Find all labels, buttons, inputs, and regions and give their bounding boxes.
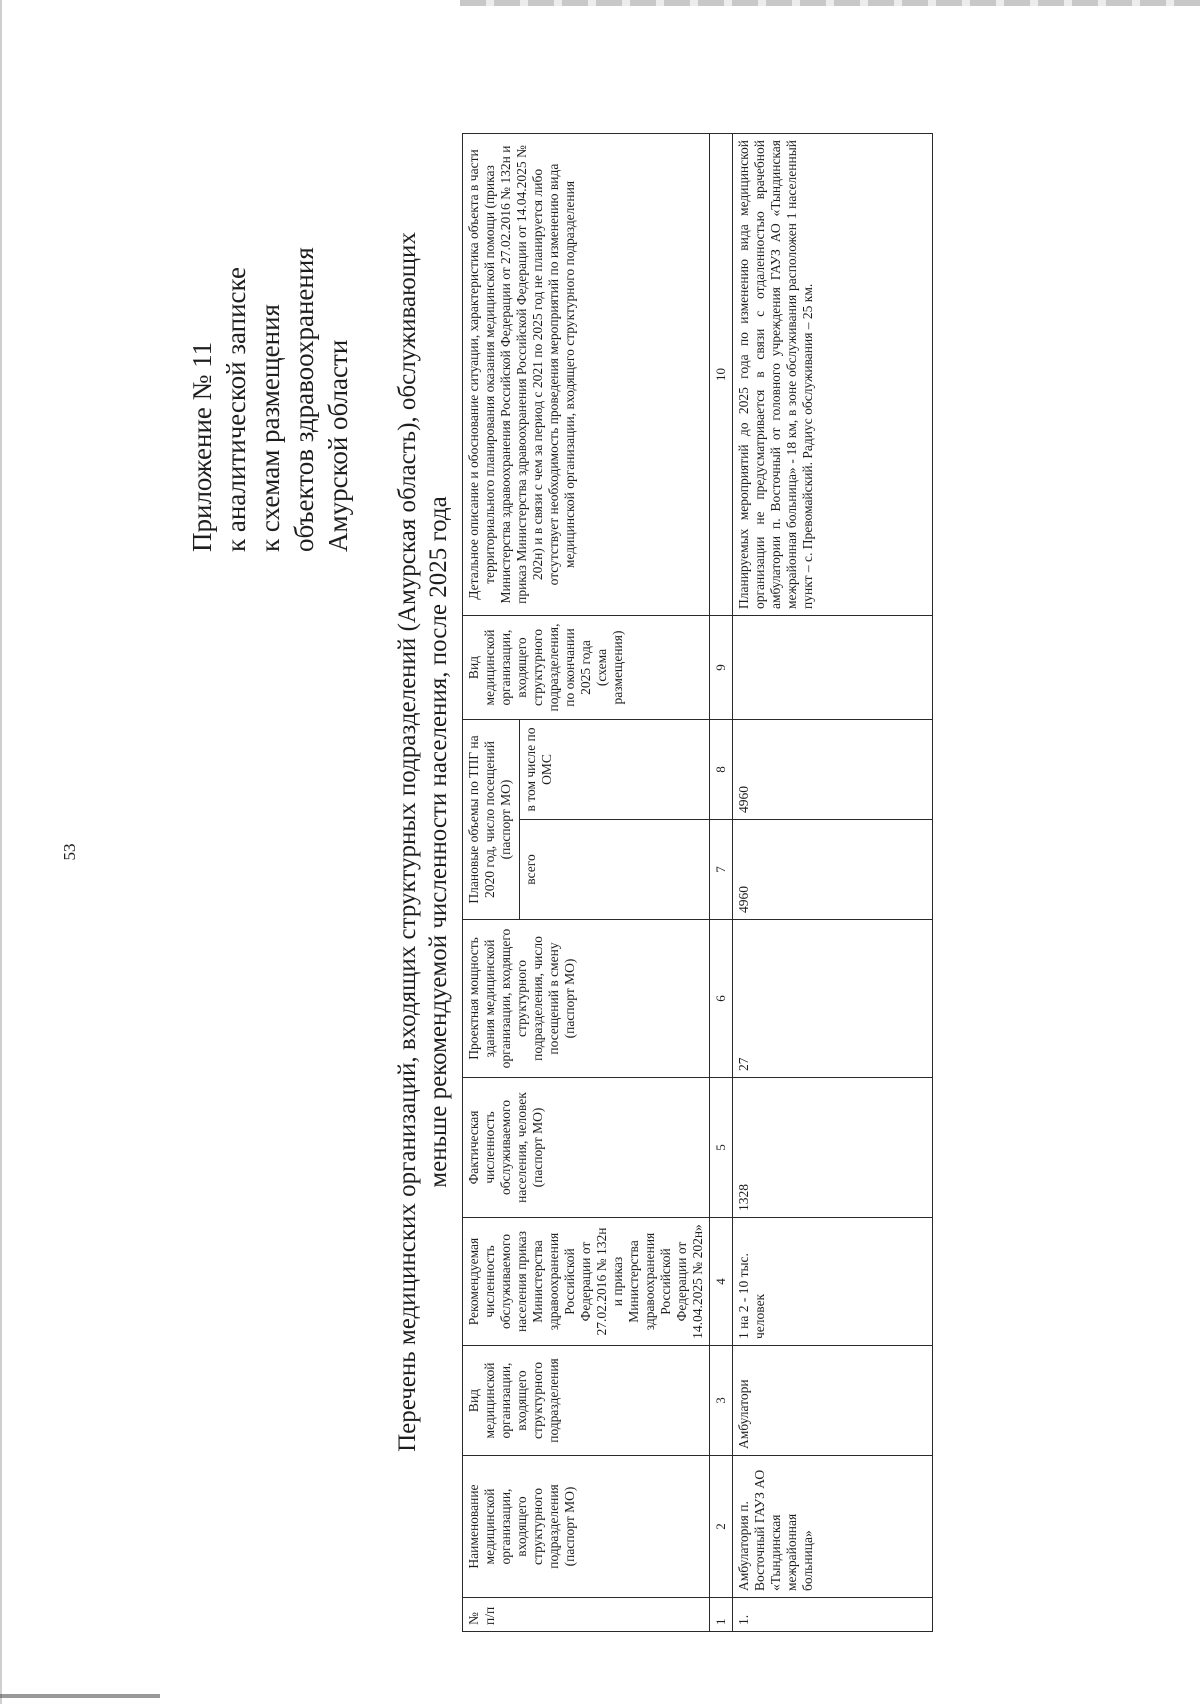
column-number: 2 xyxy=(710,1456,733,1598)
column-number: 4 xyxy=(710,1218,733,1346)
header-design-capacity: Проектная мощность здания медицинской организации, входящего структурного подразделения, число посещений в смену (паспорт МО) xyxy=(463,920,710,1078)
header-volumes-total: всего xyxy=(520,820,710,920)
row-actual-population: 1328 xyxy=(733,1078,933,1218)
header-recommended-population: Рекомендуемая численность обслуживаемого населения приказ Министерства здравоохранения Российской Федерации от 27.02.2016 № 132н и приказ Министерства здравоохранения Российской Федерации от 14.04.2025 № 202н» xyxy=(463,1218,710,1346)
column-number-row xyxy=(710,134,733,1632)
appendix-line-4: объектов здравоохранения xyxy=(289,247,319,552)
header-actual-population: Фактическая численность обслуживаемого населения, человек (паспорт МО) xyxy=(463,1078,710,1218)
row-kind-after-2025 xyxy=(733,616,933,720)
title-line-2: меньше рекомендуемой численности населения, после 2025 года xyxy=(425,496,452,1188)
header-number: № п/п xyxy=(463,1598,710,1632)
title-line-1: Перечень медицинских организаций, входящих структурных подразделений (Амурская область), обслуживающих xyxy=(394,232,421,1452)
row-volumes-total: 4960 xyxy=(733,820,933,920)
rotated-sheet xyxy=(30,22,1170,1682)
scan-artifact-left xyxy=(0,0,2,1704)
appendix-note xyxy=(185,72,355,552)
row-description: Планируемых мероприятий до 2025 года по изменению вида медицинской организации не предусматривается в связи с отдаленностью врачебной амбулатории п. Восточный от головного учреждения ГАУЗ АО «Тындинская межрайонная больница» - 18 км, в зоне обслуживания расположен 1 населенный пункт – с. Превомайский. Радиус обслуживания – 25 км. xyxy=(733,134,933,616)
page-number: 53 xyxy=(60,843,79,861)
column-number: 3 xyxy=(710,1346,733,1456)
table-header-row xyxy=(463,134,520,1632)
appendix-line-2: к аналитической записке xyxy=(221,267,251,552)
row-volumes-oms: 4960 xyxy=(733,720,933,820)
appendix-line-1: Приложение № 11 xyxy=(187,341,217,552)
column-number: 7 xyxy=(710,820,733,920)
row-design-capacity: 27 xyxy=(733,920,933,1078)
appendix-line-3: к схемам размещения xyxy=(255,304,285,552)
column-number: 6 xyxy=(710,920,733,1078)
header-volumes-oms: в том числе по ОМС xyxy=(520,720,710,820)
scan-artifact-bottom xyxy=(0,1694,160,1698)
document-title xyxy=(392,42,454,1642)
row-organization-name: Амбулатория п. Восточный ГАУЗ АО «Тындинская межрайонная больница» xyxy=(733,1456,933,1598)
column-number: 9 xyxy=(710,616,733,720)
facilities-table xyxy=(462,133,933,1632)
scan-artifact-top xyxy=(460,0,1200,6)
column-number: 8 xyxy=(710,720,733,820)
row-number: 1. xyxy=(733,1598,933,1632)
table-row xyxy=(733,134,933,1632)
header-kind-after-2025: Вид медицинской организации, входящего структурного подразделения, по окончании 2025 года (схема размещения) xyxy=(463,616,710,720)
header-description: Детальное описание и обоснование ситуации, характеристика объекта в части территориального планирования оказания медицинской помощи (приказ Министерства здравоохранения Российской Федерации от 27.02.2016 № 132н и приказ Министерства здравоохранения Российской Федерации от 14.04.2025 № 202н) и в связи с чем за период с 2021 по 2025 год не планируется либо отсутствует необходимость проведения мероприятий по изменению вида медицинской организации, входящего структурного подразделения xyxy=(463,134,710,616)
header-organization-name: Наименование медицинской организации, входящего структурного подразделения (паспорт МО) xyxy=(463,1456,710,1598)
appendix-line-5: Амурской области xyxy=(323,339,353,552)
column-number: 1 xyxy=(710,1598,733,1632)
facilities-table-wrapper xyxy=(462,133,933,1632)
header-organization-kind: Вид медицинской организации, входящего структурного подразделения xyxy=(463,1346,710,1456)
row-recommended-population: 1 на 2 - 10 тыс. человек xyxy=(733,1218,933,1346)
column-number: 5 xyxy=(710,1078,733,1218)
row-organization-kind: Амбулатори xyxy=(733,1346,933,1456)
header-planned-volumes: Плановые объемы по ТПГ на 2020 год, число посещений (паспорт МО) xyxy=(463,720,520,920)
column-number: 10 xyxy=(710,134,733,616)
